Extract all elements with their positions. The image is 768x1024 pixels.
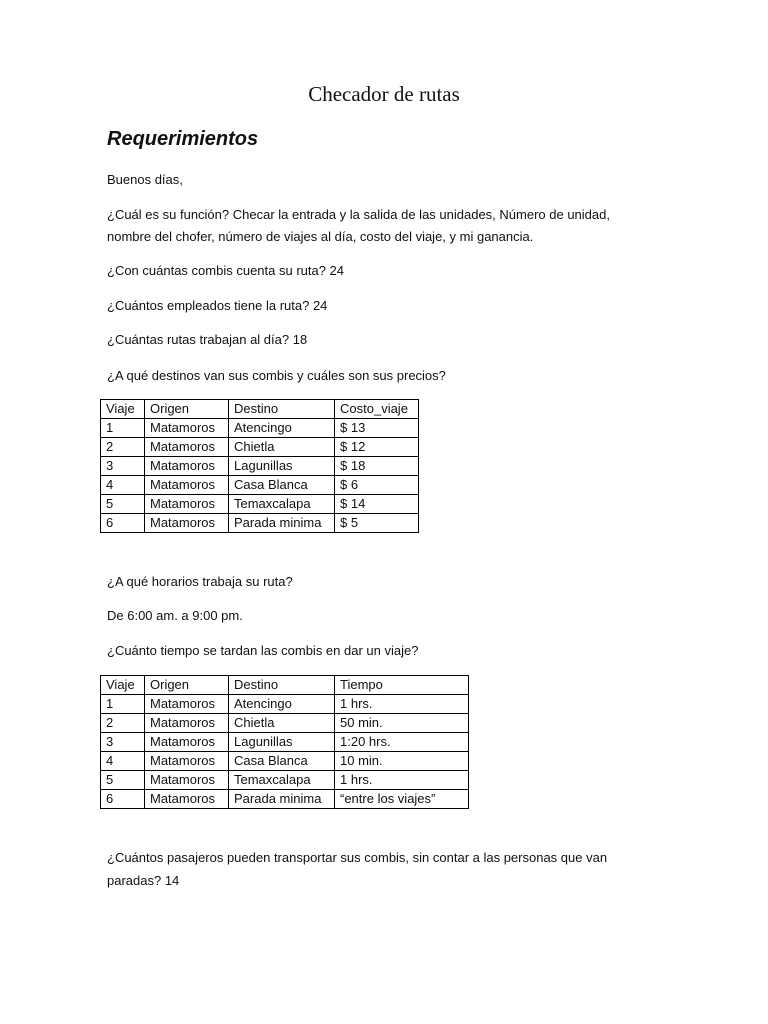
table-row (101, 438, 419, 457)
table-cell: Chietla (229, 714, 335, 733)
table-cell: Atencingo (229, 695, 335, 714)
table-cell: $ 18 (335, 457, 419, 476)
table-row (101, 752, 469, 771)
table-row (101, 495, 419, 514)
table-cell: 1 hrs. (335, 695, 469, 714)
table-cell: Matamoros (145, 438, 229, 457)
table-cell: 4 (101, 476, 145, 495)
hours-answer: De 6:00 am. a 9:00 pm. (107, 608, 243, 623)
table-cell: $ 13 (335, 419, 419, 438)
table-cell: Temaxcalapa (229, 771, 335, 790)
table-cell: 1 (101, 695, 145, 714)
passengers-question-line-1: ¿Cuántos pasajeros pueden transportar sus combis, sin contar a las personas que van (107, 850, 608, 865)
combis-question: ¿Con cuántas combis cuenta su ruta? 24 (107, 263, 345, 278)
table-cell: 4 (101, 752, 145, 771)
table-cell: Matamoros (145, 733, 229, 752)
table-cell: Casa Blanca (229, 476, 335, 495)
column-header: Viaje (101, 400, 145, 419)
section-heading: Requerimientos (107, 128, 259, 150)
table-row (101, 714, 469, 733)
table-cell: $ 6 (335, 476, 419, 495)
trip-time-question: ¿Cuánto tiempo se tardan las combis en dar un viaje? (107, 643, 419, 658)
table-cell: Matamoros (145, 790, 229, 809)
routes-question: ¿Cuántas rutas trabajan al día? 18 (107, 332, 308, 347)
table-row (101, 457, 419, 476)
table-cell: 6 (101, 790, 145, 809)
table-cell: Temaxcalapa (229, 495, 335, 514)
column-header: Viaje (101, 676, 145, 695)
table-cell: Lagunillas (229, 733, 335, 752)
table-cell: 50 min. (335, 714, 469, 733)
table-row (101, 514, 419, 533)
function-question-line-2: nombre del chofer, número de viajes al día, costo del viaje, y mi ganancia. (107, 229, 534, 244)
function-question-line-1: ¿Cuál es su función? Checar la entrada y la salida de las unidades, Número de unidad, (107, 207, 610, 222)
table-cell: Matamoros (145, 457, 229, 476)
table-cell: 2 (101, 438, 145, 457)
table-cell: Matamoros (145, 419, 229, 438)
table-row (101, 476, 419, 495)
table-row (101, 695, 469, 714)
table-cell: 1 hrs. (335, 771, 469, 790)
table-cell: Casa Blanca (229, 752, 335, 771)
table-cell: Parada minima (229, 790, 335, 809)
passengers-question-line-2: paradas? 14 (107, 873, 180, 888)
table-cell: 6 (101, 514, 145, 533)
column-header: Origen (145, 676, 229, 695)
destinations-question: ¿A qué destinos van sus combis y cuáles son sus precios? (107, 368, 446, 383)
prices-table (100, 399, 419, 533)
table-cell: Matamoros (145, 514, 229, 533)
greeting-text: Buenos días, (107, 172, 183, 187)
table-cell: $ 5 (335, 514, 419, 533)
document-title: Checador de rutas (308, 82, 460, 106)
table-cell: Matamoros (145, 771, 229, 790)
table-cell: Matamoros (145, 714, 229, 733)
table-row (101, 790, 469, 809)
column-header: Tiempo (335, 676, 469, 695)
table-cell: “entre los viajes” (335, 790, 469, 809)
table-cell: 2 (101, 714, 145, 733)
table-cell: Matamoros (145, 476, 229, 495)
table-cell: 5 (101, 495, 145, 514)
table-cell: 1:20 hrs. (335, 733, 469, 752)
table-cell: Matamoros (145, 752, 229, 771)
table-row (101, 733, 469, 752)
table-cell: Atencingo (229, 419, 335, 438)
column-header: Destino (229, 400, 335, 419)
table-cell: Parada minima (229, 514, 335, 533)
table-cell: Chietla (229, 438, 335, 457)
table-cell: $ 14 (335, 495, 419, 514)
table-cell: $ 12 (335, 438, 419, 457)
table-cell: 3 (101, 457, 145, 476)
table-cell: 3 (101, 733, 145, 752)
times-table (100, 675, 469, 809)
column-header: Destino (229, 676, 335, 695)
table-cell: 10 min. (335, 752, 469, 771)
table-cell: 5 (101, 771, 145, 790)
table-row (101, 419, 419, 438)
table-cell: Matamoros (145, 695, 229, 714)
employees-question: ¿Cuántos empleados tiene la ruta? 24 (107, 298, 328, 313)
column-header: Costo_viaje (335, 400, 419, 419)
table-header-row (101, 400, 419, 419)
table-cell: Matamoros (145, 495, 229, 514)
hours-question: ¿A qué horarios trabaja su ruta? (107, 574, 293, 589)
table-cell: 1 (101, 419, 145, 438)
table-header-row (101, 676, 469, 695)
table-cell: Lagunillas (229, 457, 335, 476)
column-header: Origen (145, 400, 229, 419)
table-row (101, 771, 469, 790)
